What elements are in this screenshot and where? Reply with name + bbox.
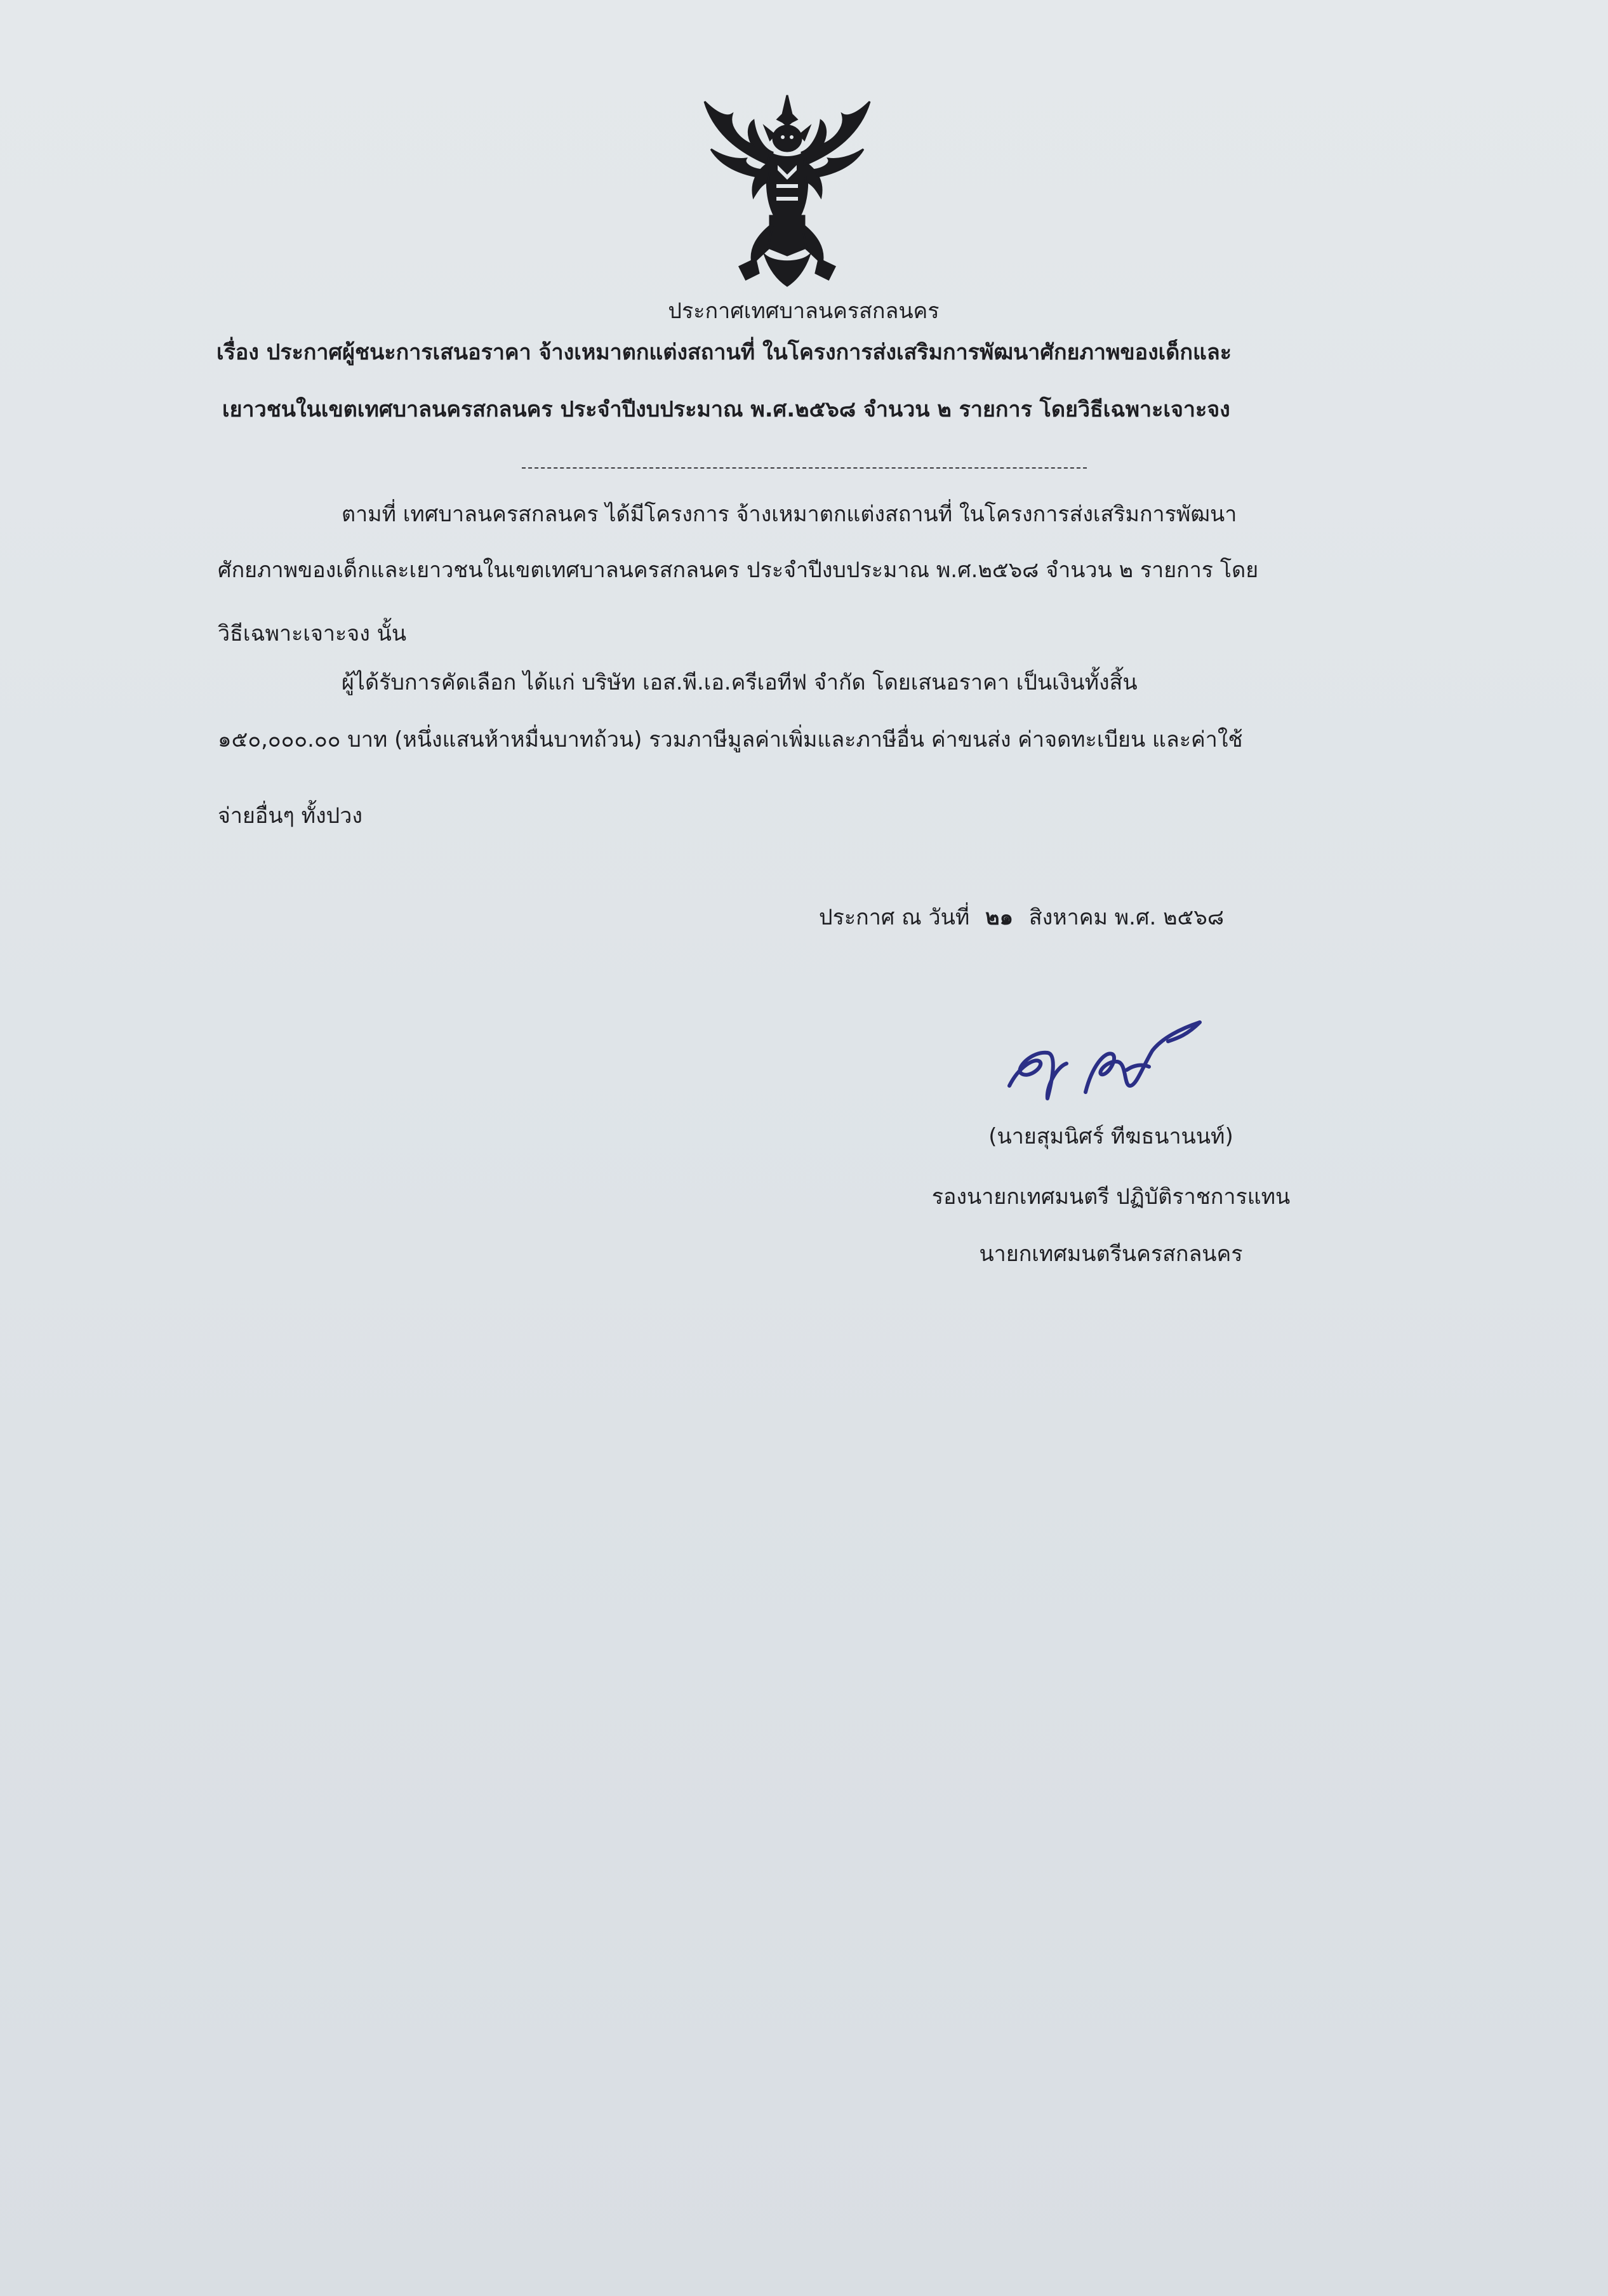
signatory-position-1: รองนายกเทศมนตรี ปฏิบัติราชการแทน — [931, 1184, 1291, 1210]
paragraph-1-line-2: ศักยภาพของเด็กและเยาวชนในเขตเทศบาลนครสกลนคร ประจำปีงบประมาณ พ.ศ.๒๕๖๘ จำนวน ๒ รายการ โดย — [218, 557, 1259, 583]
dateline-month-year: สิงหาคม พ.ศ. ๒๕๖๘ — [1028, 905, 1225, 930]
handwritten-signature-icon — [997, 991, 1238, 1111]
paragraph-2-line-1: ผู้ได้รับการคัดเลือก ได้แก่ บริษัท เอส.พี.เอ.ครีเอทีฟ จำกัด โดยเสนอราคา เป็นเงินทั้งสิ้น — [342, 670, 1138, 695]
signatory-position-2: นายกเทศมนตรีนครสกลนคร — [979, 1241, 1243, 1267]
dateline-prefix: ประกาศ ณ วันที่ — [819, 905, 970, 930]
garuda-emblem-icon — [695, 89, 879, 292]
paragraph-2-line-2: ๑๕๐,๐๐๐.๐๐ บาท (หนึ่งแสนห้าหมื่นบาทถ้วน) รวมภาษีมูลค่าเพิ่มและภาษีอื่น ค่าขนส่ง ค่าจดทะเบียน และค่าใช้ — [218, 727, 1243, 752]
subject-line-2: เยาวชนในเขตเทศบาลนครสกลนคร ประจำปีงบประมาณ พ.ศ.๒๕๖๘ จำนวน ๒ รายการ โดยวิธีเฉพาะเจาะจง — [222, 397, 1230, 422]
paragraph-1-line-3: วิธีเฉพาะเจาะจง นั้น — [218, 621, 407, 646]
signatory-name: (นายสุมนิศร์ ทีฆธนานนท์) — [988, 1124, 1233, 1149]
subject-line-1: เรื่อง ประกาศผู้ชนะการเสนอราคา จ้างเหมาตกแต่งสถานที่ ในโครงการส่งเสริมการพัฒนาศักยภาพของเด็กและ — [216, 340, 1232, 365]
dateline-day: ๒๑ — [985, 905, 1014, 930]
paragraph-1-line-1: ตามที่ เทศบาลนครสกลนคร ได้มีโครงการ จ้างเหมาตกแต่งสถานที่ ในโครงการส่งเสริมการพัฒนา — [342, 502, 1237, 527]
dateline — [819, 905, 1224, 931]
paragraph-2-line-3: จ่ายอื่นๆ ทั้งปวง — [218, 803, 362, 829]
org-title: ประกาศเทศบาลนครสกลนคร — [668, 298, 940, 324]
title-divider — [522, 467, 1087, 469]
